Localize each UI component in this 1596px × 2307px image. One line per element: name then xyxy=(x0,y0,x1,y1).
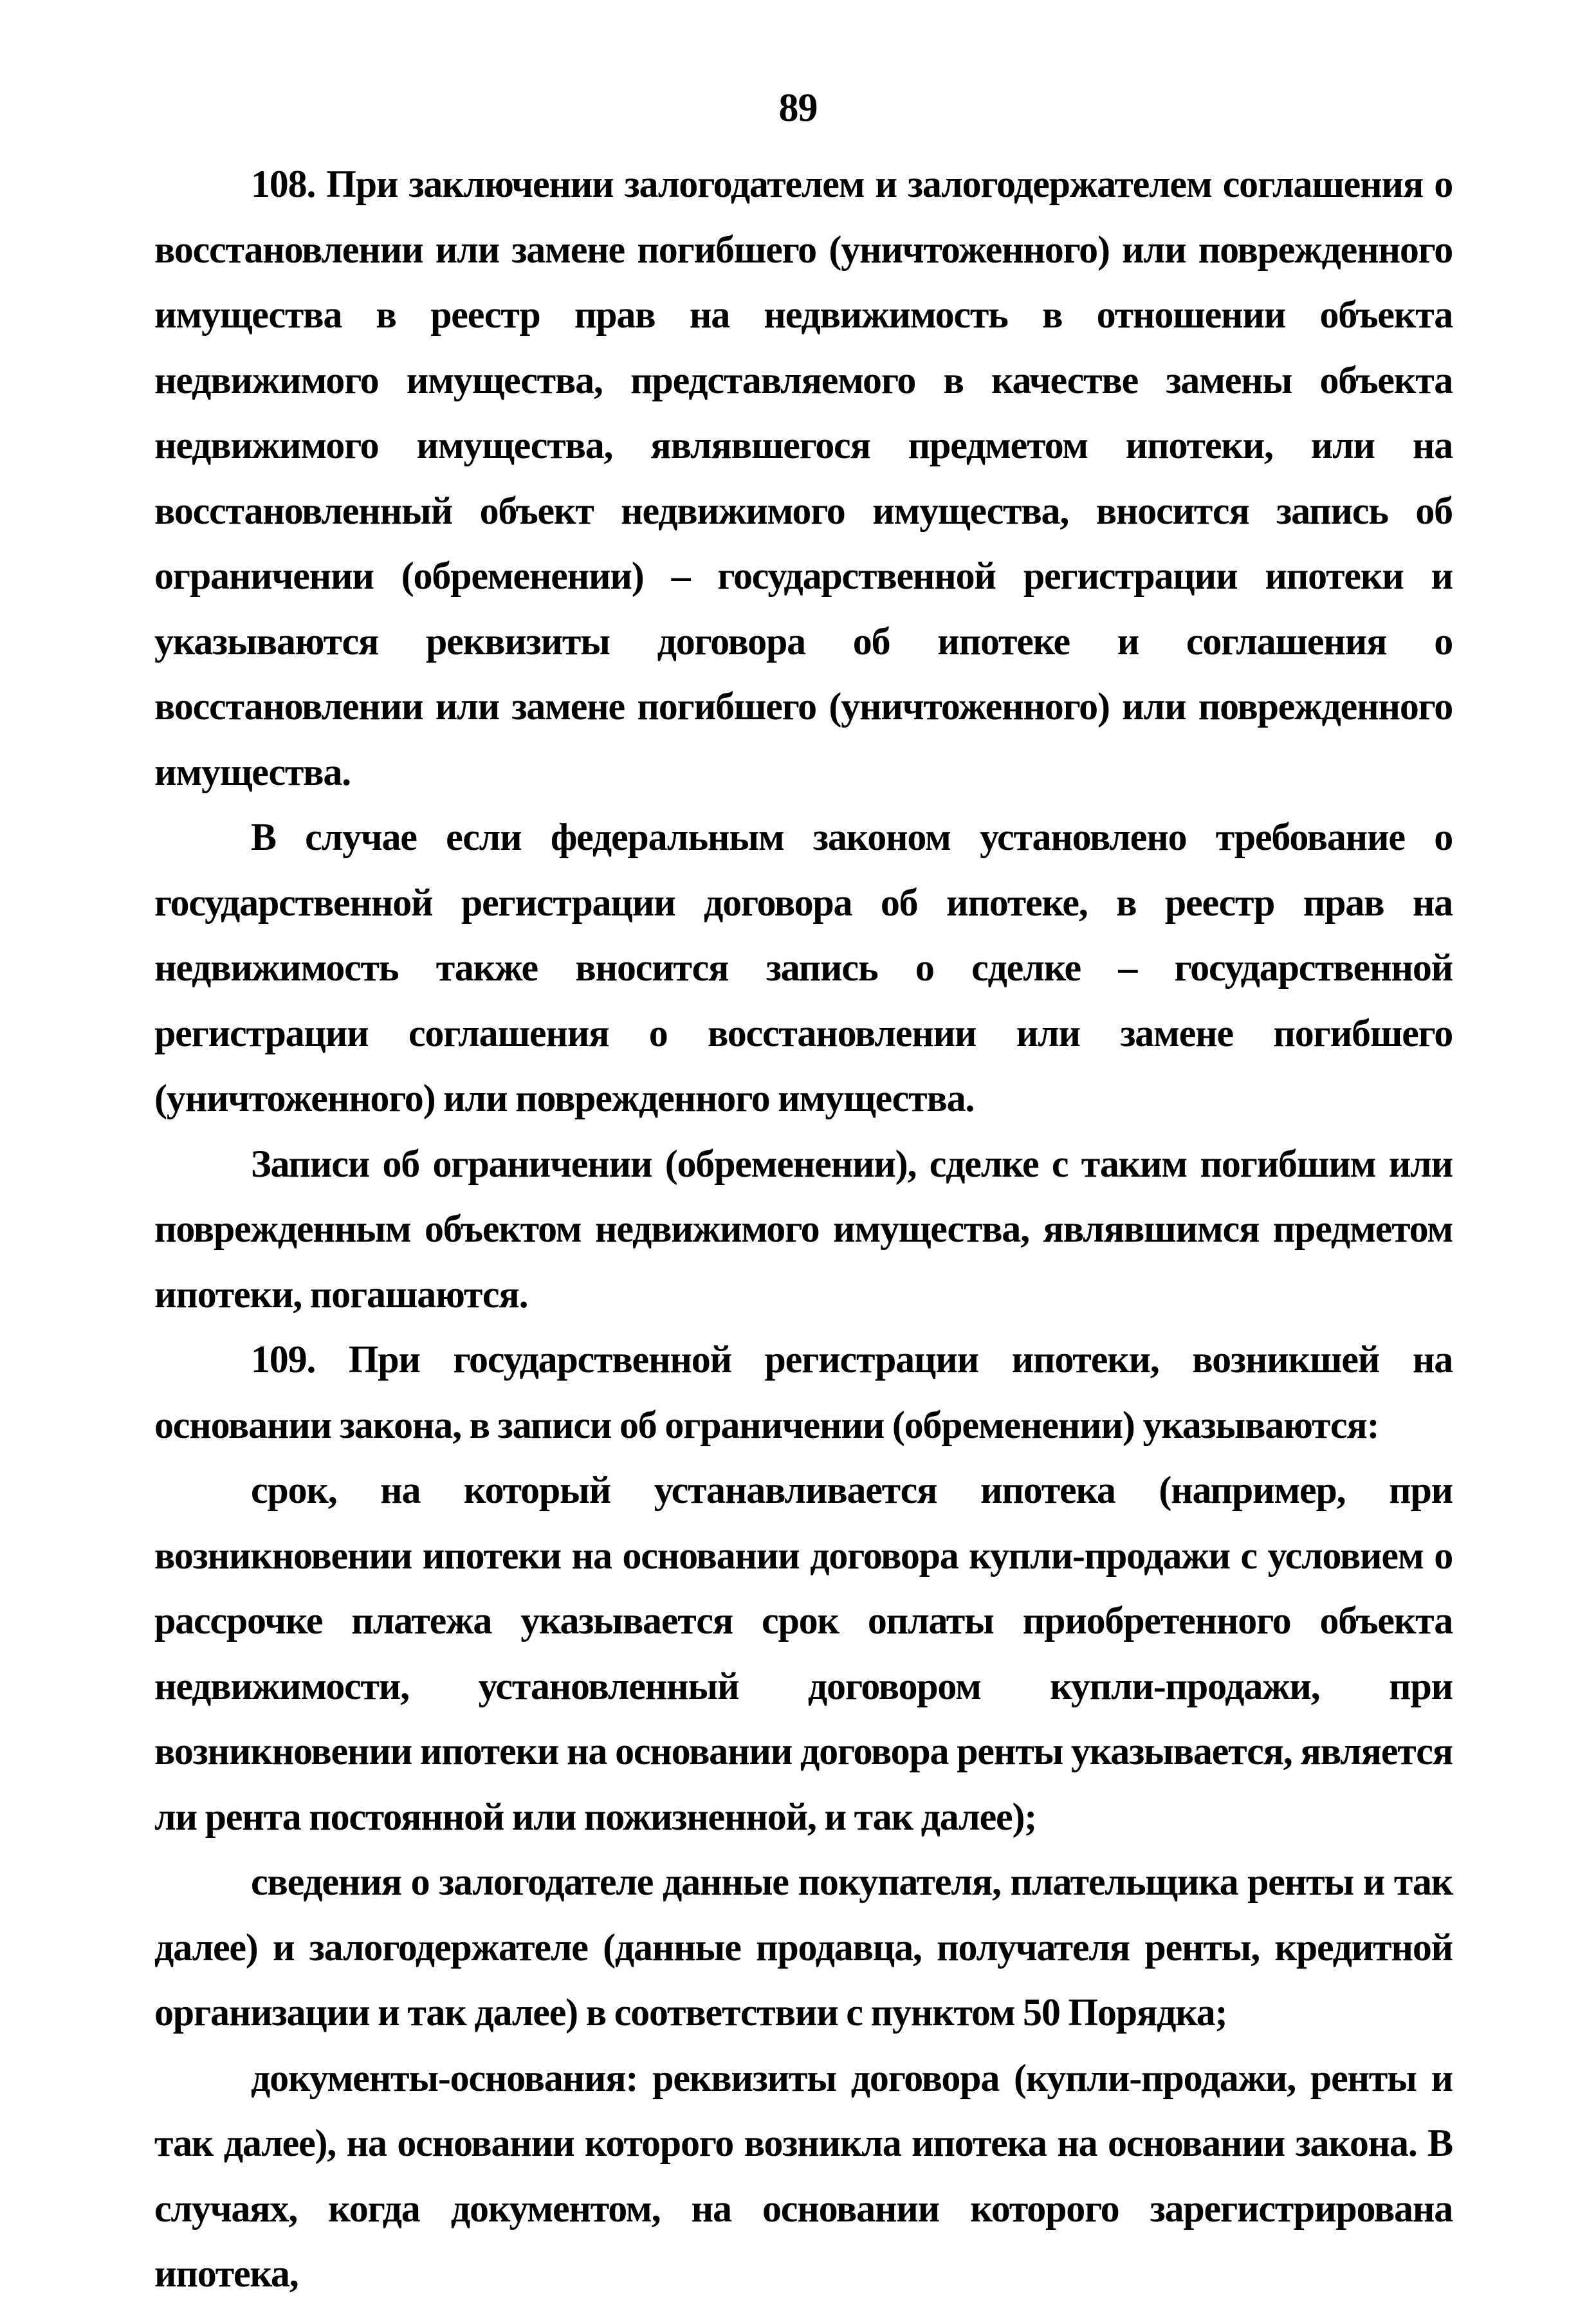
paragraph-109-intro: 109. При государственной регистрации ипотеки, возникшей на основании закона, в записи об ограничении (обременении) указываются: xyxy=(154,1338,1453,1446)
paragraph-pledgor-info-item: сведения о залогодателе данные покупателя, плательщика ренты и так далее) и залогодержателе (данные продавца, получателя ренты, кредитной организации и так далее) в соответствии с пунктом 50 Порядка; xyxy=(154,1861,1453,2034)
paragraph-records-cancelled: Записи об ограничении (обременении), сделке с таким погибшим или поврежденным объектом недвижимого имущества, являвшимся предметом ипотеки, погашаются. xyxy=(154,1142,1453,1316)
paragraph-basis-documents-item: документы-основания: реквизиты договора (купли-продажи, ренты и так далее), на основании которого возникла ипотека на основании закона. В случаях, когда документом, на основании которого зарегистрирована ипотека, xyxy=(154,2056,1453,2295)
paragraph-108-intro: 108. При заключении залогодателем и залогодержателем соглашения о восстановлении или замене погибшего (уничтоженного) или поврежденного имущества в реестр прав на недвижимость в отношении объекта недвижимого имущества, представляемого в качестве замены объекта недвижимого имущества, являвшегося предметом ипотеки, или на восстановленный объект недвижимого имущества, вносится запись об ограничении (обременении) – государственной регистрации ипотеки и указываются реквизиты договора об ипотеке и соглашения о восстановлении или замене погибшего (уничтоженного) или поврежденного имущества. xyxy=(154,163,1453,793)
paragraph-term-item: срок, на который устанавливается ипотека (например, при возникновении ипотеки на основании договора купли-продажи с условием о рассрочке платежа указывается срок оплаты приобретенного объекта недвижимости, установленный договором купли-продажи, при возникновении ипотеки на основании договора ренты указывается, является ли рента постоянной или пожизненной, и так далее); xyxy=(154,1469,1453,1838)
paragraph-federal-law-case: В случае если федеральным законом установлено требование о государственной регистрации договора об ипотеке, в реестр прав на недвижимость также вносится запись о сделке – государственной регистрации соглашения о восстановлении или замене погибшего (уничтоженного) или поврежденного имущества. xyxy=(154,816,1453,1119)
document-body xyxy=(154,152,1453,2307)
page-number: 89 xyxy=(778,86,818,130)
